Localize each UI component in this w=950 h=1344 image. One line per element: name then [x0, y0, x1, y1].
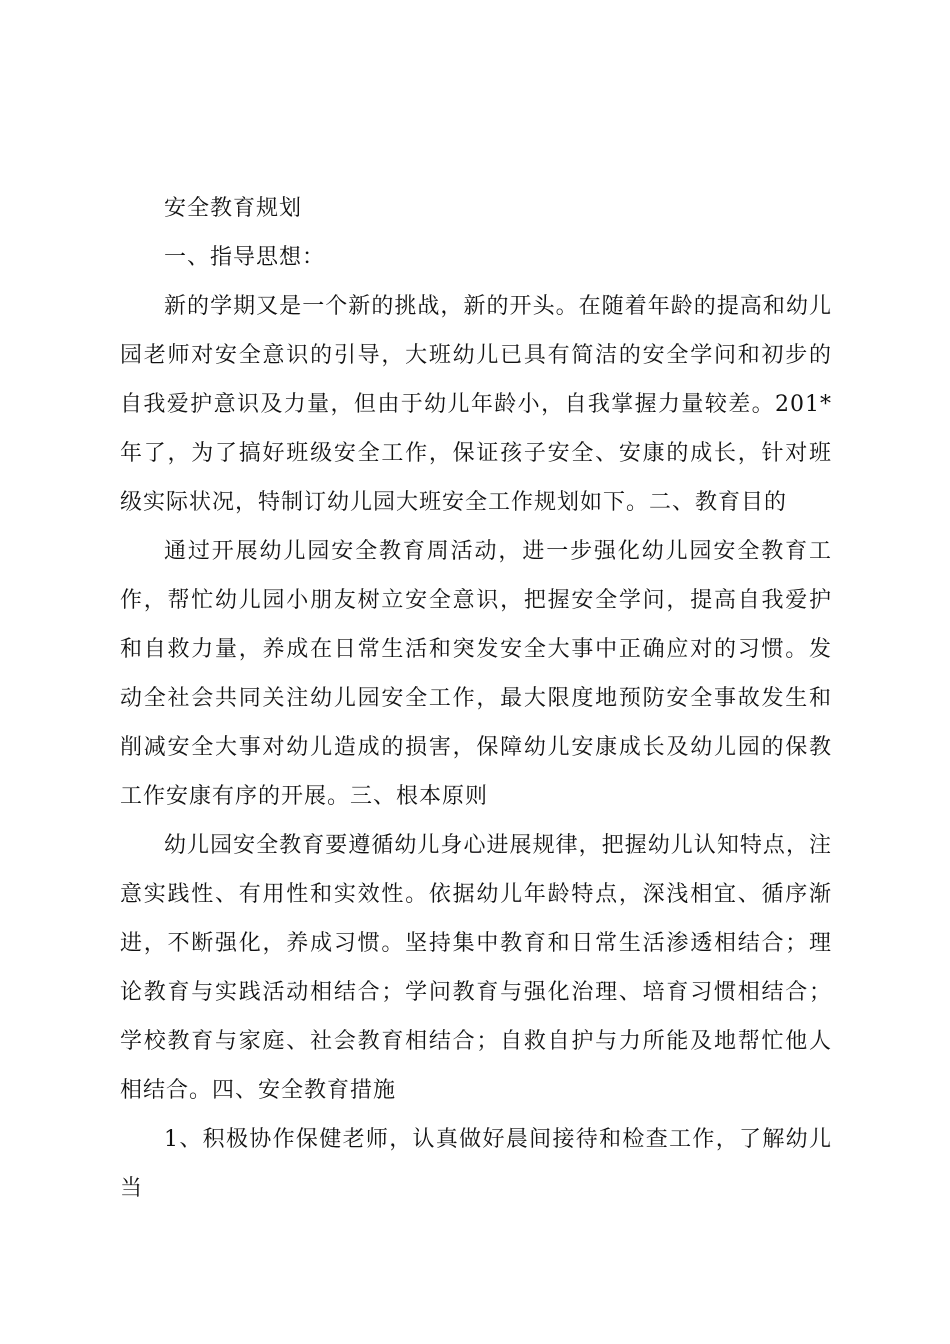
document-body [120, 184, 832, 1213]
paragraph-basic-principles: 幼儿园安全教育要遵循幼儿身心进展规律，把握幼儿认知特点，注意实践性、有用性和实效性。依据幼儿年龄特点，深浅相宜、循序渐进，不断强化，养成习惯。坚持集中教育和日常生活渗透相结合；理论教育与实践活动相结合；学问教育与强化治理、培育习惯相结合；学校教育与家庭、社会教育相结合；自救自护与力所能及地帮忙他人相结合。四、安全教育措施 [120, 833, 832, 1103]
paragraph-education-purpose: 通过开展幼儿园安全教育周活动，进一步强化幼儿园安全教育工作，帮忙幼儿园小朋友树立安全意识，把握安全学问，提高自我爱护和自救力量，养成在日常生活和突发安全大事中正确应对的习惯。发动全社会共同关注幼儿园安全工作，最大限度地预防安全事故发生和削减安全大事对幼儿造成的损害，保障幼儿安康成长及幼儿园的保教工作安康有序的开展。三、根本原则 [120, 539, 832, 809]
document-title: 安全教育规划 [164, 196, 303, 221]
section-heading-guiding-ideology: 一、指导思想： [164, 245, 326, 270]
paragraph-introduction: 新的学期又是一个新的挑战，新的开头。在随着年龄的提高和幼儿园老师对安全意识的引导，大班幼儿已具有简洁的安全学问和初步的自我爱护意识及力量，但由于幼儿年龄小，自我掌握力量较差。201*年了，为了搞好班级安全工作，保证孩子安全、安康的成长，针对班级实际状况，特制订幼儿园大班安全工作规划如下。二、教育目的 [120, 294, 832, 515]
paragraph-measure-1: 1、积极协作保健老师，认真做好晨间接待和检查工作，了解幼儿当 [120, 1127, 832, 1201]
